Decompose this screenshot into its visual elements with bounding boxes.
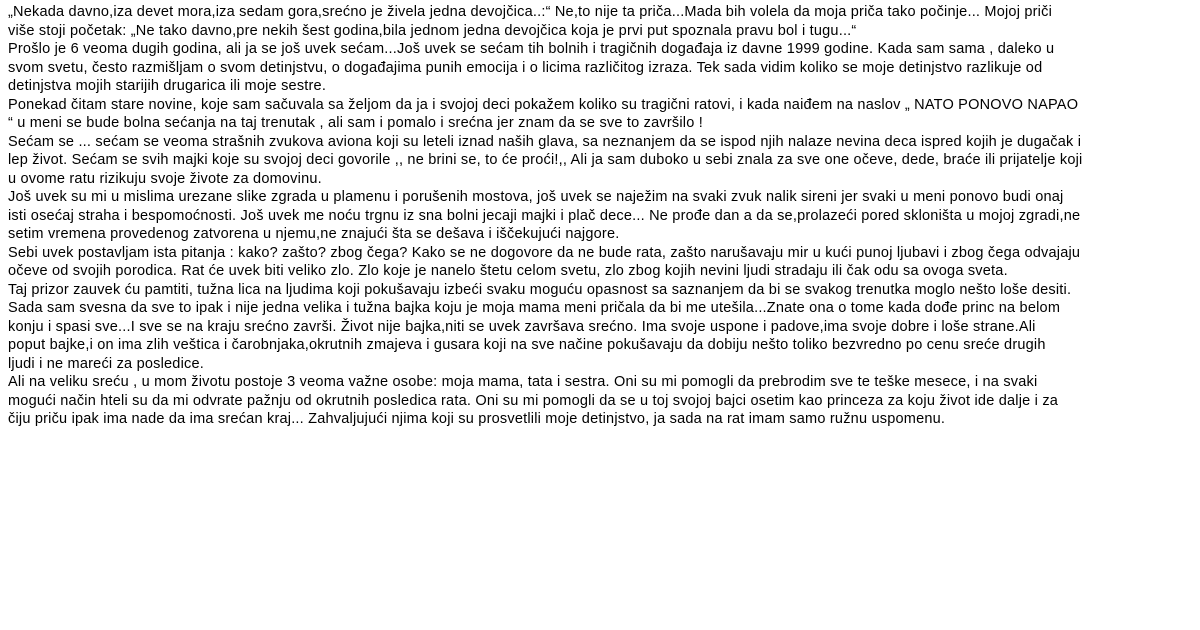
text-line: čiju priču ipak ima nade da ima srećan kraj... Zahvaljujući njima koji su prosvetlili moje detinjstvo, ja sada na rat imam samo ružnu uspomenu. — [8, 411, 946, 427]
text-line: Taj prizor zauvek ću pamtiti, tužna lica na ljudima koji pokušavaju izbeći svaku moguću opasnost sa saznanjem da bi se svakog trenutka moglo nešto loše desiti. — [8, 281, 1072, 298]
text-line: poput bajke,i on ima zlih veštica i čarobnjaka,okrutnih zmajeva i gusara koji na sve načine pokušavaju da dobiju nešto toliko bezvredno po cenu sreće drugih — [8, 337, 1046, 353]
text-line: očeve od svojih porodica. Rat će uvek biti veliko zlo. Zlo koje je nanelo štetu celom svetu, zlo zbog kojih nevini ljudi stradaju ili čak odu sa ovoga sveta. — [8, 263, 1008, 279]
text-line: detinjstva mojih starijih drugarica ili moje sestre. — [8, 78, 327, 94]
text-line: svom svetu, često razmišljam o svom detinjstvu, o događajima punih emocija i o licima različitog izraza. Tek sada vidim koliko se moje detinjstvo razlikuje od — [8, 59, 1043, 76]
text-line: konju i spasi sve...I sve se na kraju srećno završi. Život nije bajka,niti se uvek završava srećno. Ima svoje uspone i padove,ima svoje dobre i loše strane.Ali — [8, 318, 1036, 335]
text-line: Sada sam svesna da sve to ipak i nije jedna velika i tužna bajka koju je moja mama meni pričala da bi me utešila...Znate ona o tome kada dođe princ na belom — [8, 300, 1061, 316]
text-line: lep život. Sećam se svih majki koje su svojoj deci govorile ,, ne brini se, to će proći!,, Ali ja sam duboko u sebi znala za sve one očeve, dede, braće ili prijatelje koji — [8, 152, 1083, 168]
text-line: ljudi i ne mareći za posledice. — [8, 355, 205, 372]
text-line: više stoji početak: „Ne tako davno,pre nekih šest godina,bila jednom jedna devojčica koja je prvi put spoznala pravu bol i tugu...“ — [8, 22, 857, 39]
text-line: Ali na veliku sreću , u mom životu postoje 3 veoma važne osobe: moja mama, tata i sestra. Oni su mi pomogli da prebrodim sve te teške mesece, i na svaki — [8, 374, 1038, 390]
text-line: “ u meni se bude bolna sećanja na taj trenutak , ali sam i pomalo i srećna jer znam da se sve to završilo ! — [8, 115, 703, 131]
text-line: Prošlo je 6 veoma dugih godina, ali ja se još uvek sećam...Još uvek se sećam tih bolnih i tragičnih događaja iz davne 1999 godine. Kada sam sama , daleko u — [8, 41, 1055, 57]
text-line: „Nekada davno,iza devet mora,iza sedam gora,srećno je živela jedna devojčica..:“ Ne,to nije ta priča...Mada bih volela da moja priča tako počinje... Mojoj priči — [8, 4, 1053, 20]
text-line: Još uvek su mi u mislima urezane slike zgrada u plamenu i porušenih mostova, još uvek se naježim na svaki zvuk nalik sireni jer svaki u meni ponovo budi onaj — [8, 189, 1064, 205]
essay-text — [8, 3, 1198, 429]
text-line: setim vremena provedenog zatvorena u njemu,ne znajući šta se dešava i iščekujući najgore. — [8, 226, 620, 242]
text-line: mogući način hteli su da mi odvrate pažnju od okrutnih posledica rata. Oni su mi pomogli da se u toj svojoj bajci osetim kao princeza za koju život ide dalje i za — [8, 392, 1059, 409]
text-line: u ovome ratu rizikuju svoje živote za domovinu. — [8, 170, 322, 187]
text-line: Sećam se ... sećam se veoma strašnih zvukova aviona koji su leteli iznad naših glava, sa neznanjem da se ispod njih nalaze nevina deca ispred kojih je dugačak i — [8, 133, 1082, 150]
text-line: Sebi uvek postavljam ista pitanja : kako? zašto? zbog čega? Kako se ne dogovore da ne bude rata, zašto narušavaju mir u kući punoj ljubavi i zbog čega odvajaju — [8, 244, 1081, 261]
text-line: isti osećaj straha i bespomoćnosti. Još uvek me noću trgnu iz sna bolni jecaji majki i plač dece... Ne prođe dan a da se,prolazeći pored skloništa u mojoj zgradi,ne — [8, 207, 1081, 224]
text-line: Ponekad čitam stare novine, koje sam sačuvala sa željom da ja i svojoj deci pokažem koliko su tragični ratovi, i kada naiđem na naslov „ NATO PONOVO NAPAO — [8, 96, 1079, 113]
